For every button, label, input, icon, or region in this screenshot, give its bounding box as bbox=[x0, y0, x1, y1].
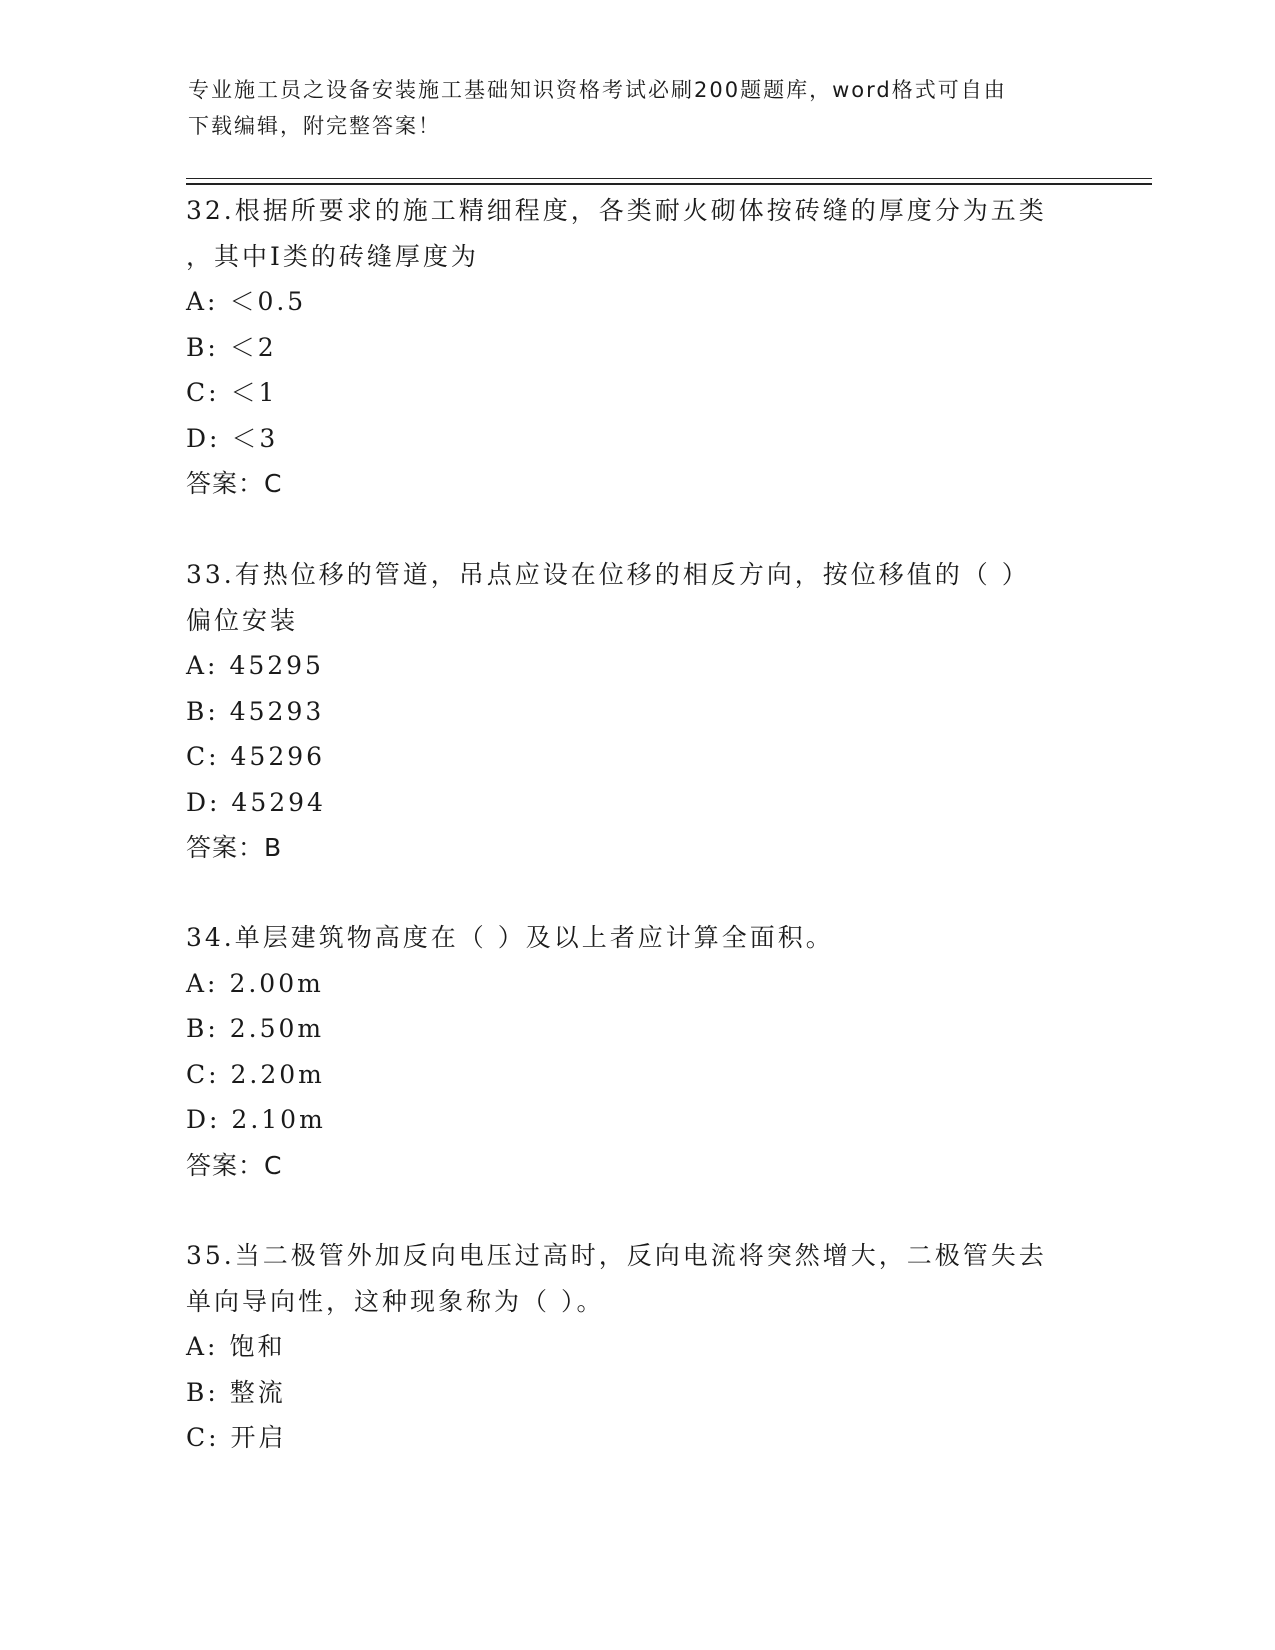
option-d bbox=[186, 780, 1086, 826]
option-text: 45295 bbox=[229, 651, 324, 680]
question-text-line: ，其中Ⅰ类的砖缝厚度为 bbox=[186, 241, 479, 271]
question-text-line: 33.有热位移的管道，吊点应设在位移的相反方向，按位移值的（ ） bbox=[186, 560, 1030, 589]
option-text: 45294 bbox=[231, 787, 326, 817]
question-33 bbox=[186, 552, 1086, 871]
option-letter: B: bbox=[186, 1377, 219, 1407]
option-text: ＜2 bbox=[229, 332, 277, 362]
answer-line: 答案：C bbox=[186, 1150, 283, 1180]
option-text: ＜3 bbox=[231, 423, 279, 453]
option-b bbox=[186, 325, 1086, 371]
option-a bbox=[186, 279, 1086, 325]
option-c bbox=[186, 370, 1086, 416]
question-35 bbox=[186, 1233, 1086, 1461]
option-a bbox=[186, 961, 1086, 1007]
option-b bbox=[186, 1370, 1086, 1416]
header-divider-thin bbox=[186, 178, 1152, 179]
option-text: 45296 bbox=[230, 742, 326, 771]
option-letter: C: bbox=[186, 742, 220, 771]
option-text: 开启 bbox=[230, 1423, 287, 1452]
option-letter: A: bbox=[186, 1332, 219, 1361]
option-a bbox=[186, 643, 1086, 689]
question-text-line: 偏位安装 bbox=[186, 605, 299, 635]
option-d bbox=[186, 416, 1086, 462]
question-text-line: 34.单层建筑物高度在（ ）及以上者应计算全面积。 bbox=[186, 923, 834, 952]
question-text-line: 32.根据所要求的施工精细程度，各类耐火砌体按砖缝的厚度分为五类 bbox=[186, 196, 1047, 225]
option-c bbox=[186, 734, 1086, 780]
option-letter: B: bbox=[186, 332, 219, 362]
option-letter: C: bbox=[186, 378, 220, 407]
question-text-line: 单向导向性，这种现象称为（ ）。 bbox=[186, 1286, 605, 1316]
option-a bbox=[186, 1324, 1086, 1370]
answer-line: 答案：C bbox=[186, 469, 283, 498]
option-letter: C: bbox=[186, 1423, 220, 1452]
option-letter: C: bbox=[186, 1059, 220, 1089]
header-line-1: 专业施工员之设备安装施工基础知识资格考试必刷200题题库，word格式可自由 bbox=[188, 78, 1007, 102]
document-header bbox=[188, 72, 1088, 144]
option-letter: B: bbox=[186, 696, 219, 726]
question-34 bbox=[186, 915, 1086, 1188]
option-c bbox=[186, 1415, 1086, 1461]
option-text: 45293 bbox=[229, 696, 325, 726]
question-32 bbox=[186, 188, 1086, 507]
option-text: 2.20m bbox=[230, 1059, 325, 1089]
option-letter: B: bbox=[186, 1014, 219, 1043]
option-letter: D: bbox=[186, 423, 221, 453]
option-text: 2.10m bbox=[231, 1105, 326, 1134]
option-letter: D: bbox=[186, 787, 221, 817]
option-letter: A: bbox=[186, 651, 219, 680]
header-divider-thick bbox=[186, 183, 1152, 185]
option-letter: A: bbox=[186, 968, 219, 998]
option-b bbox=[186, 689, 1086, 735]
option-c bbox=[186, 1052, 1086, 1098]
option-text: 整流 bbox=[229, 1377, 286, 1407]
option-d bbox=[186, 1097, 1086, 1143]
option-text: ＜0.5 bbox=[229, 287, 307, 316]
option-text: 饱和 bbox=[229, 1332, 286, 1361]
option-text: 2.50m bbox=[229, 1014, 325, 1043]
answer-line: 答案：B bbox=[186, 833, 283, 862]
option-letter: A: bbox=[186, 287, 219, 316]
option-b bbox=[186, 1006, 1086, 1052]
option-text: ＜1 bbox=[230, 378, 278, 407]
option-text: 2.00m bbox=[229, 968, 324, 998]
option-letter: D: bbox=[186, 1105, 221, 1134]
question-text-line: 35.当二极管外加反向电压过高时，反向电流将突然增大，二极管失去 bbox=[186, 1241, 1047, 1270]
header-line-2: 下载编辑，附完整答案！ bbox=[188, 114, 441, 138]
